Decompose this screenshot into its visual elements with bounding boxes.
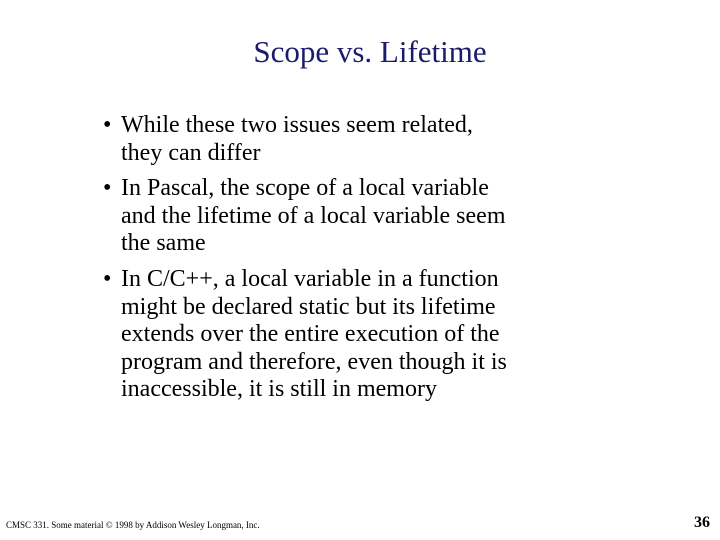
bullet-line: In C/C++, a local variable in a function	[121, 265, 499, 292]
bullet-item	[103, 266, 663, 404]
bullet-line: inaccessible, it is still in memory	[121, 376, 437, 403]
bullet-line: program and therefore, even though it is	[121, 348, 507, 375]
bullet-line: and the lifetime of a local variable seem	[121, 202, 506, 229]
bullet-line: In Pascal, the scope of a local variable	[121, 175, 489, 202]
bullet-item	[103, 112, 663, 167]
slide-title: Scope vs. Lifetime	[253, 34, 487, 69]
bullet-line: extends over the entire execution of the	[121, 321, 500, 348]
page-number: 36	[694, 514, 710, 531]
bullet-marker: •	[103, 175, 112, 202]
bullet-item	[103, 175, 663, 258]
footer-copyright: CMSC 331. Some material © 1998 by Addison Wesley Longman, Inc.	[6, 520, 260, 530]
bullet-marker: •	[103, 112, 112, 138]
bullet-line: the same	[121, 230, 206, 257]
bullet-line: might be declared static but its lifetime	[121, 293, 496, 320]
bullet-line: While these two issues seem related,	[121, 112, 473, 138]
bullet-line: they can differ	[121, 139, 261, 166]
bullet-marker: •	[103, 265, 112, 292]
bullet-list	[103, 112, 663, 412]
